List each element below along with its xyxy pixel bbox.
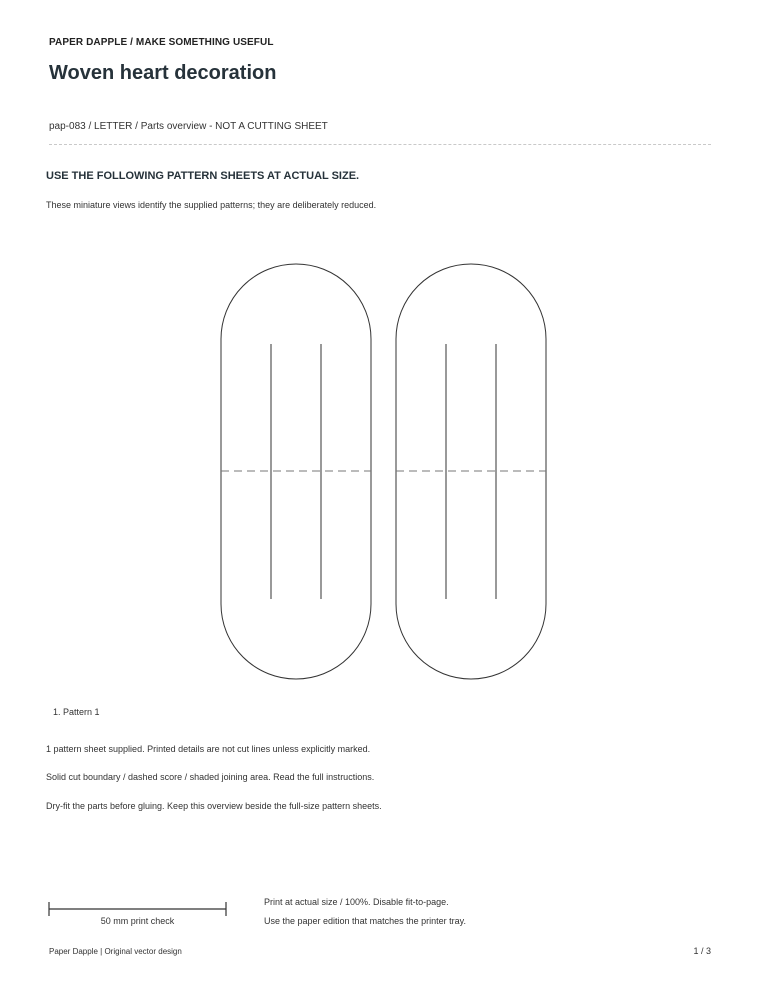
page-title: Woven heart decoration bbox=[49, 62, 277, 84]
pattern-strip-right bbox=[396, 264, 546, 679]
document-meta: pap-083 / LETTER / Parts overview - NOT A CUTTING SHEET bbox=[49, 121, 328, 132]
paper-instruction: Use the paper edition that matches the printer tray. bbox=[264, 916, 466, 926]
scale-bar bbox=[44, 896, 234, 918]
scale-bar-label: 50 mm print check bbox=[100, 916, 175, 926]
pattern-label: 1. Pattern 1 bbox=[53, 707, 100, 717]
page-number: 1 / 3 bbox=[693, 946, 711, 956]
dashed-divider bbox=[49, 144, 711, 145]
brand-breadcrumb: PAPER DAPPLE / MAKE SOMETHING USEFUL bbox=[49, 37, 274, 48]
footer-credit: Paper Dapple | Original vector design bbox=[49, 947, 182, 956]
pattern-strip-left bbox=[221, 264, 371, 679]
pattern-preview bbox=[210, 258, 555, 688]
note-sheets: 1 pattern sheet supplied. Printed details are not cut lines unless explicitly marked. bbox=[46, 744, 371, 754]
strip-right-outline bbox=[396, 264, 546, 679]
section-heading: USE THE FOLLOWING PATTERN SHEETS AT ACTUAL SIZE. bbox=[46, 170, 360, 182]
strip-left-outline bbox=[221, 264, 371, 679]
note-dry-fit: Dry-fit the parts before gluing. Keep this overview beside the full-size pattern sheets. bbox=[46, 801, 382, 811]
note-legend: Solid cut boundary / dashed score / shaded joining area. Read the full instructions. bbox=[46, 772, 375, 782]
section-intro: These miniature views identify the supplied patterns; they are deliberately reduced. bbox=[46, 200, 377, 210]
print-instruction: Print at actual size / 100%. Disable fit-to-page. bbox=[264, 897, 449, 907]
